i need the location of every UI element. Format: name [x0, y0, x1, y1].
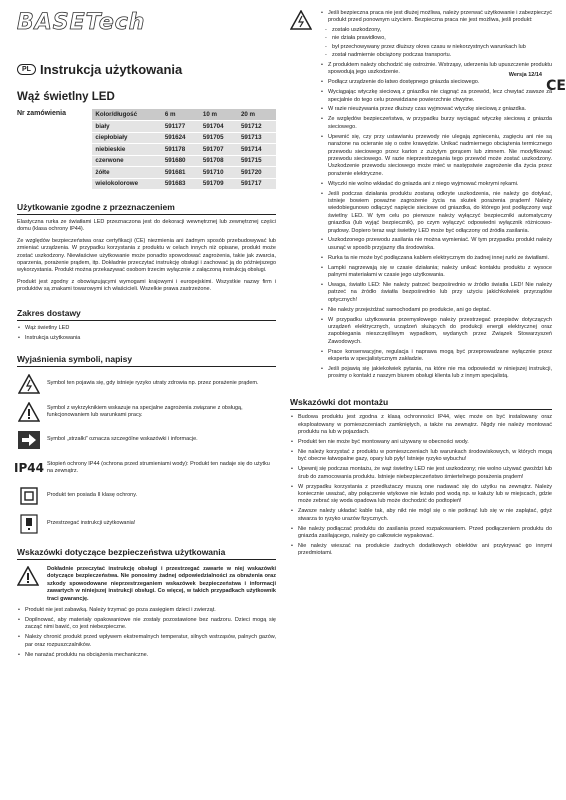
symbol-row: [17, 485, 276, 507]
list-item: • Podłącz urządzenie do łatwo dostępnego gniazda sieciowego.: [320, 79, 552, 86]
list-item: • Nie należy podłączać produktu do zasilania przed rozpakowaniem. Przed podłączeniem produktu do gniazda zasilającego, należy go całkowicie wypakować.: [290, 526, 552, 541]
safety-lead: [17, 566, 276, 603]
read-manual-icon: [17, 513, 41, 535]
right-column: [290, 10, 552, 560]
list-item: • Należy chronić produkt przed wpływem ekstremalnych temperatur, silnych wstrząsów, palnych gazów, par oraz rozpuszczalników.: [17, 634, 276, 649]
table-row: [92, 144, 276, 156]
list-item: • Lampki nagrzewają się w czasie działania; należy unikać kontaktu produktu z wysoce palnymi materiałami w czasie jego użytkowania.: [320, 265, 552, 280]
list-item: • Produkt ten nie może być montowany ani używany w obecności wody.: [290, 439, 552, 446]
table-header-cell: Kolor/długość: [92, 109, 161, 121]
table-cell: czerwone: [92, 155, 161, 167]
table-row: [92, 167, 276, 179]
section-heading-assembly: Wskazówki dot montażu: [290, 397, 552, 410]
table-cell: 591683: [162, 178, 200, 190]
order-table: [92, 109, 276, 190]
list-item: • Nie należy przejeżdżać samochodami po produkcie, ani go deptać.: [320, 307, 552, 314]
symbol-description: Symbol „strzałki” oznacza szczególne wskazówki i informacje.: [47, 436, 198, 443]
list-item: • Wąż świetlny LED: [17, 325, 276, 332]
intended-use-text: [17, 219, 276, 294]
order-label: Nr zamówienia: [17, 110, 67, 117]
table-cell: 591178: [162, 144, 200, 156]
paragraph: Elastyczna rurka ze światłami LED przeznaczona jest do dekoracji wewnętrznej lub zewnętrznej części domu (klasa ochrony IP44).: [17, 219, 276, 233]
paragraph: Ze względów bezpieczeństwa oraz certyfikacji (CE) niezmienia ani żadnym sposób przebudowywać lub zmieniać urządzenia. W przypadku korzystania z produktu w celach innych niż opisane, produkt może zostać uszkodzony. Niewłaściwe użytkowanie może ponadto spowodować zagrożenia, takie jak zwarcia, oparzenia, porażenie prądem, itp. Dokładnie przeczytać instrukcję obsługi i zachować ją do późniejszego wykorzystania. Produkt można przekazywać osobom trzecim wyłącznie z załączoną instrukcją obsługi.: [17, 237, 276, 274]
sub-list-item: - był przechowywany przez dłuższy okres czasu w niekorzystnych warunkach lub: [328, 44, 552, 51]
list-item: • W razie nieużywania przez dłuższy czas wyjmować wtyczkę sieciową z gniazdka.: [320, 106, 552, 113]
list-item: • Ze względów bezpieczeństwa, w przypadku burzy wyciągać wtyczkę sieciową z gniazda sieciowego.: [320, 116, 552, 131]
table-cell: wielokolorowe: [92, 178, 161, 190]
arrow-right-icon: [17, 429, 41, 451]
sub-list: [328, 27, 552, 60]
list-item: • W przypadku użytkowania przemysłowego należy przestrzegać przepisów dotyczących urządzeń elektrycznych, urządzeń służących do produkcji energii elektrycznej oraz zapobiegania nieszczęśliwym wypadkom, wydanych przez Związek Stowarzyszeń Zawodowych.: [320, 317, 552, 347]
symbol-description: Produkt ten posiada II klasę ochrony.: [47, 492, 138, 499]
ip44-label: [14, 457, 44, 479]
list-item: • Instrukcja użytkowania: [17, 335, 276, 342]
table-row: [92, 155, 276, 167]
safety-list: [17, 607, 276, 659]
assembly-list: [290, 414, 552, 557]
section-heading-intended-use: Użytkowanie zgodne z przeznaczeniem: [17, 202, 276, 215]
section-heading-safety: Wskazówki dotyczące bezpieczeństwa użytkowania: [17, 547, 276, 560]
list-item: • Jeśli podczas działania produktu zostaną odkryte uszkodzenia, nie należy go dotykać, istnieje bowiem poważne zagrożenie życia na skutek porażenia prądem! Należy wiedobiegunowo odłączyć napięcie sieciowe od gniazdka, do którego jest podłączony wąż świetlny LED. W tym celu po pierwsze należy wyłączyć bezpieczniki automatyczny gniazdka (lub wyjąć bezpiecznik), po czym wyłączyć odpowiedni wyłącznik różnicowo-prądowy. Dopiero teraz wąż świetlny LED może być odłączony od źródła zasilania.: [320, 191, 552, 235]
version-label: Wersja 12/14: [508, 72, 542, 78]
safety-lead-text: Dokładnie przeczytać instrukcję obsługi i przestrzegać zawarte w niej wskazówki dotyczące bezpieczeństwa. Nie ponosimy żadnej odpowiedzialności za obrażenia oraz szkody spowodowane nieprzestrzeganiem wskazówek bezpieczeństwa i informacji zawartych w niniejszej instrukcji obsługi. Co więcej, w takich przypadkach użytkownik traci gwarancję.: [47, 565, 276, 602]
table-header-cell: 10 m: [200, 109, 238, 121]
table-cell: 591709: [200, 178, 238, 190]
table-cell: 591717: [238, 178, 276, 190]
table-cell: 591714: [238, 144, 276, 156]
symbol-description: Stopień ochrony IP44 (ochrona przed strumieniami wody): Produkt ten nadaje się do użytku na zewnątrz.: [47, 460, 270, 474]
symbol-description: Symbol ten pojawia się, gdy istnieje ryzyko utraty zdrowia np. przez porażenie prądem.: [47, 380, 259, 387]
paragraph: Produkt jest zgodny z obowiązującymi wymogami krajowymi i europejskimi. Wszystkie nazwy firm i produktów są znakami towarowymi ich właścicieli. Wszelkie prawa zastrzeżone.: [17, 278, 276, 293]
table-cell: 591713: [238, 132, 276, 144]
table-cell: 591624: [162, 132, 200, 144]
table-cell: 591712: [238, 121, 276, 133]
lightning-warning-icon: [17, 373, 41, 395]
symbol-description: Symbol z wykrzyknikiem wskazuje na specjalne zagrożenia związane z obsługą, funkcjonowaniem lub warunkami pracy.: [47, 404, 243, 418]
order-numbers: [17, 109, 276, 190]
list-item: • Zawsze należy układać kable tak, aby nikt nie mógł się o nie potknąć lub się w nie zaplątać, gdyż stwarza to ryzyko urazów fizycznych.: [290, 508, 552, 523]
list-item: • W przypadku korzystania z przedłużaczy muszą one nadawać się do użytku na zewnątrz. Należy koniecznie uważać, aby połączenie wtykowe nie leżało pod wodą np. w kałuży lub w miejscach, gdzie może zebrać się woda opadowa lub może dochodzić do podtopień!: [290, 484, 552, 506]
list-item: • Prace konserwacyjne, regulacja i naprawa mogą być przeprowadzane wyłącznie przez eksperta w specjalistycznym zakładzie.: [320, 349, 552, 364]
table-cell: 591680: [162, 155, 200, 167]
exclamation-warning-icon: [17, 566, 41, 588]
list-item: • Upewnić się, czy przy ustawianiu przewody nie ulegają zgnieceniu, zagięciu ani nie są narażone na ocieranie się o ostre krawędzie. Unikać nadmiernego obciążenia termicznego przewodu sieciowego przez karton z zużytym gorącem lub zimnem. Nie modyfikować przewodu sieciowego. W razie nieprzestrzegania tego przewód może zostać uszkodzony. Uszkodzenie przewodu sieciowego może mieć w następstwie zagrożenie dla życia przez porażenie elektryczne.: [320, 134, 552, 178]
list-item: • Jeśli bezpieczna praca nie jest dłużej możliwa, należy przerwać użytkowanie i zabezpieczyć produkt przed ponownym użyciem. Bezpieczna praca nie jest możliwa, jeśli produkt: - zostało uszkodzony, - nie działa prawidłowo, - był przechowywany przez dłuższy okres czasu w niekorzystnych warunkach lub - został nadmiernie obciążony podczas transportu.: [320, 10, 552, 59]
list-item: • Wyciągając wtyczkę sieciową z gniazdka nie ciągnąć za przewód, lecz chwytać zawsze za specjalnie do tego celu przewidziane powierzchnie chwytne.: [320, 89, 552, 104]
list-item: • Upewnij się podczas montażu, że wąż świetlny LED nie jest uszkodzony; nie wolno używać gwoździ lub śrub do zamocowania produktu. Istnieje niebezpieczeństwo śmiertelnego porażenia prądem!: [290, 466, 552, 481]
table-cell: 591710: [200, 167, 238, 179]
symbol-list: [14, 373, 276, 535]
table-header-cell: 20 m: [238, 109, 276, 121]
list-item: • Nie należy korzystać z produktu w pomieszczeniach lub warunkach środowiskowych, w których mogą być obecne łatwopalne gazy, opary lub pyły! Istnieje ryzyko wybuchu!: [290, 449, 552, 464]
table-row: [92, 132, 276, 144]
table-cell: 591704: [200, 121, 238, 133]
page-title: Instrukcja użytkowania: [39, 62, 183, 77]
symbol-row: [14, 457, 276, 479]
list-item: • Uszkodzonego przewodu zasilania nie można wymieniać. W tym przypadku produkt należy usunąć w sposób przyjazny dla środowiska.: [320, 237, 552, 252]
table-row: [92, 178, 276, 190]
delivery-list: [17, 325, 276, 342]
language-badge: PL: [17, 64, 36, 75]
symbol-row: [17, 373, 276, 395]
safety-right-list: [320, 10, 552, 383]
list-item: • Dopilnować, aby materiały opakowaniowe nie zostały pozostawione bez nadzoru. Dzieci mogą się zacząć nimi bawić, co jest niebezpieczne.: [17, 617, 276, 632]
lightning-warning-icon: [290, 10, 314, 32]
table-header-cell: 6 m: [162, 109, 200, 121]
list-item: • Budowa produktu jest zgodna z klasą ochronności IP44, więc może on być instalowany oraz eksploatowany w pomieszczeniach zamkniętych, a także na zewnątrz. Nigdy nie należy montować produktu na lub w pojazdach.: [290, 414, 552, 436]
brand-logo: BASETech: [17, 10, 146, 35]
sub-list-item: - został nadmiernie obciążony podczas transportu.: [328, 52, 552, 59]
table-cell: 591720: [238, 167, 276, 179]
title-row: [17, 62, 276, 77]
list-item: • Rurka ta nie może być podłączana kablem elektrycznym do żadnej innej rurki ze światłami.: [320, 255, 552, 262]
table-cell: 591177: [162, 121, 200, 133]
list-item: • Produkt nie jest zabawką. Należy trzymać go poza zasięgiem dzieci i zwierząt.: [17, 607, 276, 614]
ip44-text: IP44: [14, 460, 44, 475]
table-cell: 591707: [200, 144, 238, 156]
table-cell: żółte: [92, 167, 161, 179]
table-cell: 591715: [238, 155, 276, 167]
list-item: • Nie narażać produktu na obciążenia mechaniczne.: [17, 652, 276, 659]
table-cell: biały: [92, 121, 161, 133]
product-name: Wąż świetlny LED: [17, 91, 115, 103]
list-item: • Jeśli pojawią się jakiekolwiek pytania, na które nie ma odpowiedzi w niniejszej instrukcji, prosimy o kontakt z naszym biurem obsługi klienta lub z innym specjalistą.: [320, 366, 552, 381]
list-item: • Uwaga, światło LED: Nie należy patrzeć bezpośrednio w źródło światła LED! Nie należy patrzeć na źródło światła bezpośrednio lub przy użyciu jakichkolwiek przyrządów optycznych!: [320, 282, 552, 304]
table-cell: 591708: [200, 155, 238, 167]
symbol-row: [17, 429, 276, 451]
symbol-row: [17, 513, 276, 535]
exclamation-warning-icon: [17, 401, 41, 423]
sub-list-item: - zostało uszkodzony,: [328, 27, 552, 34]
section-heading-delivery: Zakres dostawy: [17, 308, 276, 321]
symbol-row: [17, 401, 276, 423]
table-cell: ciepłobiały: [92, 132, 161, 144]
safety-continued: [290, 10, 552, 383]
list-item: • Wtyczki nie wolno wkładać do gniazda ani z niego wyjmować mokrymi rękami.: [320, 181, 552, 188]
left-column: [14, 10, 276, 661]
table-row: [92, 121, 276, 133]
list-item: • Nie należy wieszać na produkcie żadnych dodatkowych obiektów ani przykrywać go innymi przedmiotami.: [290, 543, 552, 558]
sub-list-item: - nie działa prawidłowo,: [328, 35, 552, 42]
table-cell: 591705: [200, 132, 238, 144]
ce-mark: CE: [546, 78, 566, 94]
table-cell: 591681: [162, 167, 200, 179]
class-2-protection-icon: [17, 485, 41, 507]
table-cell: niebieskie: [92, 144, 161, 156]
list-item: • Z produktem należy obchodzić się ostrożnie. Wstrząsy, uderzenia lub upuszczenie produktu spowodują jego uszkodzenie.: [320, 62, 552, 77]
section-heading-symbols: Wyjaśnienia symboli, napisy: [17, 354, 276, 367]
symbol-description: Przestrzegać instrukcji użytkowania!: [47, 520, 136, 527]
